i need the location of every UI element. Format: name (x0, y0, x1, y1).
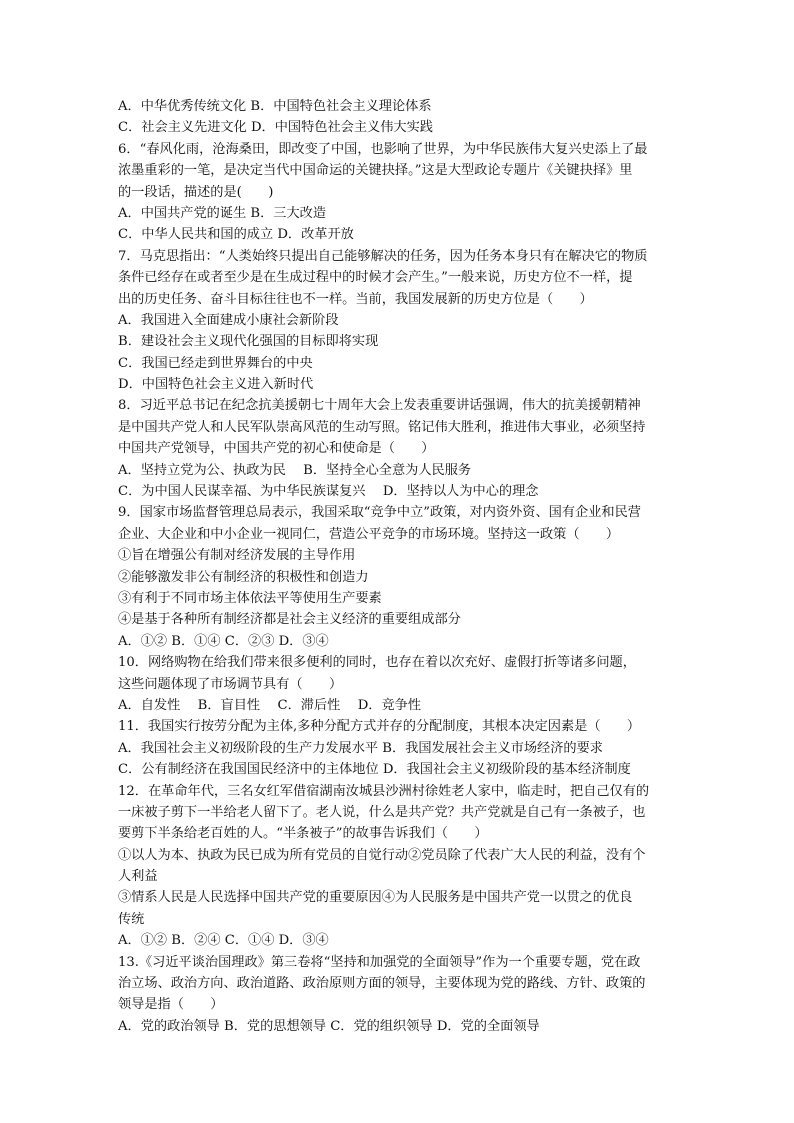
text-line: ③情系人民是人民选择中国共产党的重要原因④为人民服务是中国共产党一以贯之的优良 (118, 890, 633, 906)
text-line: ③有利于不同市场主体依法平等使用生产要素 (118, 590, 382, 606)
text-line: 要剪下半条给老百姓的人。“半条被子”的故事告诉我们（ ） (118, 826, 488, 842)
text-line: B．建设社会主义现代化强国的目标即将实现 (118, 334, 379, 350)
text-line: ④是基于各种所有制经济都是社会主义经济的重要组成部分 (118, 612, 461, 628)
text-line: ②能够激发非公有制经济的积极性和创造力 (118, 569, 369, 585)
text-line: A．我国社会主义初级阶段的生产力发展水平 B．我国发展社会主义市场经济的要求 (118, 740, 603, 756)
text-line: 人利益 (118, 869, 158, 885)
text-line: 的一段话，描述的是( ) (118, 184, 274, 200)
text-line: C．我国已经走到世界舞台的中央 (118, 355, 313, 371)
document-page (118, 96, 678, 1037)
text-line: 9．国家市场监督管理总局表示，我国采取“竞争中立”政策，对内资外资、国有企业和民营 (118, 505, 641, 521)
text-line: C．为中国人民谋幸福、为中华民族谋复兴 D．坚持以人为中心的理念 (118, 484, 539, 500)
text-line: A．我国进入全面建成小康社会新阶段 (118, 312, 339, 328)
text-line: A．自发性 B．盲目性 C．滞后性 D．竞争性 (118, 697, 422, 713)
text-line: 传统 (118, 911, 145, 927)
text-line: 企业、大企业和中小企业一视同仁，营造公平竞争的市场环境。坚持这一政策（ ） (118, 526, 620, 542)
text-line: 6．“春风化雨，沧海桑田，即改变了中国，也影响了世界，为中华民族伟大复兴史添上了最 (118, 141, 648, 157)
text-line: 13.《习近平谈治国理政》第三卷将“坚持和加强党的全面领导”作为一个重要专题，党在政 (118, 954, 641, 970)
text-line: D．中国特色社会主义进入新时代 (118, 377, 314, 393)
text-line: C．公有制经济在我国国民经济中的主体地位 D．我国社会主义初级阶段的基本经济制度 (118, 762, 631, 778)
text-line: 出的历史任务、奋斗目标往往也不一样。当前，我国发展新的历史方位是（ ） (118, 291, 593, 307)
text-line: 治立场、政治方向、政治道路、政治原则方面的领导，主要体现为党的路线、方针、政策的 (118, 976, 646, 992)
text-line: 条件已经存在或者至少是在生成过程中的时候才会产生。”一般来说，历史方位不一样，提 (118, 270, 633, 286)
text-line: 12．在革命年代，三名女红军借宿湖南汝城县沙洲村徐姓老人家中，临走时，把自己仅有的 (118, 783, 650, 799)
text-line: 11．我国实行按劳分配为主体,多种分配方式并存的分配制度，其根本决定因素是（ ） (118, 719, 641, 735)
text-line: A．①② B．①④ C．②③ D．③④ (118, 633, 329, 649)
text-line: 中国共产党领导，中国共产党的初心和使命是（ ） (118, 441, 435, 457)
text-line: ①以人为本、执政为民已成为所有党员的自觉行动②党员除了代表广大人民的利益，没有个 (118, 847, 646, 863)
text-line: A．①② B．②④ C．①④ D．③④ (118, 933, 329, 949)
text-line: 7．马克思指出：“人类始终只提出自己能够解决的任务，因为任务本身只有在解决它的物质 (118, 248, 648, 264)
text-line: 浓墨重彩的一笔，是决定当代中国命运的关键抉择。”这是大型政论专题片《关键抉择》里 (118, 163, 633, 179)
text-line: 是中国共产党人和人民军队崇高风范的生动写照。铭记伟大胜利，推进伟大事业，必须坚持 (118, 419, 646, 435)
text-line: 10．网络购物在给我们带来很多便利的同时，也存在着以次充好、虚假打折等诸多问题， (118, 655, 636, 671)
text-line: C．社会主义先进文化 D．中国特色社会主义伟大实践 (118, 120, 433, 136)
text-line: 领导是指（ ） (118, 997, 224, 1013)
text-line: A．党的政治领导 B．党的思想领导 C．党的组织领导 D．党的全面领导 (118, 1018, 540, 1034)
text-line: A．坚持立党为公、执政为民 B．坚持全心全意为人民服务 (118, 462, 472, 478)
text-line: 8．习近平总书记在纪念抗美援朝七十周年大会上发表重要讲话强调，伟大的抗美援朝精神 (118, 398, 641, 414)
text-line: C．中华人民共和国的成立 D．改革开放 (118, 227, 354, 243)
text-line: 这些问题体现了市场调节具有（ ） (118, 676, 343, 692)
text-line: A．中国共产党的诞生 B．三大改造 (118, 205, 327, 221)
text-line: A．中华优秀传统文化 B．中国特色社会主义理论体系 (118, 99, 432, 114)
text-line: ①旨在增强公有制对经济发展的主导作用 (118, 548, 356, 564)
text-line: 一床被子剪下一半给老人留下了。老人说，什么是共产党？共产党就是自己有一条被子，也 (118, 804, 646, 820)
